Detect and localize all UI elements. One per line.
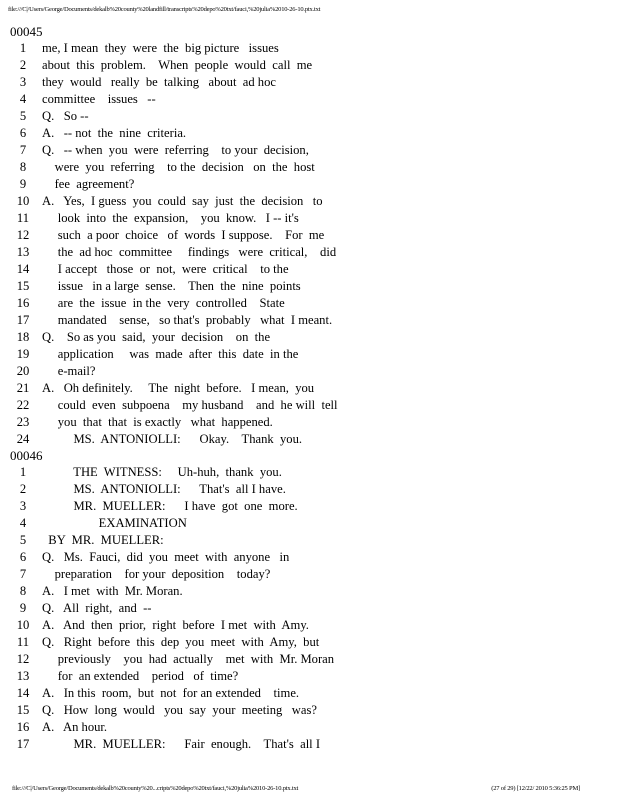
line-text: A. And then prior, right before I met with Amy. [42, 618, 309, 632]
file-path-header: file:///C|/Users/George/Documents/dekalb%20county%20landfill/transcripts%20depo%20txt/fauci,%20julia%2010-26-10.ptx.txt [8, 6, 321, 13]
transcript-line [10, 600, 610, 617]
line-text: application was made after this date in the [42, 347, 299, 361]
transcript-line [10, 668, 610, 685]
line-number: 4 [19, 516, 27, 530]
footer-page-info: (27 of 29) [12/22/ 2010 5:36:25 PM] [491, 785, 580, 792]
line-text: Q. Right before this dep you meet with Amy, but [42, 635, 320, 649]
line-text: mandated sense, so that's probably what I meant. [42, 313, 333, 327]
line-text: for an extended period of time? [42, 669, 239, 683]
line-number: 12 [16, 652, 30, 666]
line-number: 11 [16, 211, 30, 225]
line-text: A. Yes, I guess you could say just the decision to [42, 194, 323, 208]
line-text: Q. All right, and -- [42, 601, 152, 615]
transcript-line [10, 40, 610, 57]
line-number: 13 [16, 245, 30, 259]
line-text: they would really be talking about ad hoc [42, 75, 276, 89]
line-text: BY MR. MUELLER: [42, 533, 164, 547]
line-text: THE WITNESS: Uh-huh, thank you. [42, 465, 282, 479]
line-number: 2 [19, 58, 27, 72]
transcript-line [10, 414, 610, 431]
line-number: 16 [16, 296, 30, 310]
line-text: Q. -- when you were referring to your decision, [42, 143, 309, 157]
line-text: A. -- not the nine criteria. [42, 126, 187, 140]
line-text: A. I met with Mr. Moran. [42, 584, 183, 598]
line-text: previously you had actually met with Mr. Moran [42, 652, 335, 666]
line-number: 15 [16, 279, 30, 293]
transcript-line [10, 702, 610, 719]
line-text: A. Oh definitely. The night before. I mean, you [42, 381, 315, 395]
line-number: 7 [19, 567, 27, 581]
transcript-line [10, 481, 610, 498]
transcript-line [10, 515, 610, 532]
transcript-line [10, 380, 610, 397]
line-number: 17 [16, 737, 30, 751]
line-number: 6 [19, 126, 27, 140]
transcript-line [10, 278, 610, 295]
line-number: 14 [16, 262, 30, 276]
transcript-line [10, 566, 610, 583]
line-text: Q. So -- [42, 109, 89, 123]
transcript-line [10, 736, 610, 753]
line-number: 5 [19, 533, 27, 547]
transcript-line [10, 227, 610, 244]
line-text: MS. ANTONIOLLI: Okay. Thank you. [42, 432, 303, 446]
line-number: 12 [16, 228, 30, 242]
line-number: 6 [19, 550, 27, 564]
line-number: 20 [16, 364, 30, 378]
line-number: 1 [19, 465, 27, 479]
page-number: 00045 [10, 24, 43, 39]
line-number: 5 [19, 109, 27, 123]
transcript-line [10, 210, 610, 227]
line-number: 22 [16, 398, 30, 412]
line-text: Q. So as you said, your decision on the [42, 330, 271, 344]
line-number: 13 [16, 669, 30, 683]
line-number: 10 [16, 194, 30, 208]
transcript-line [10, 261, 610, 278]
transcript-line [10, 91, 610, 108]
transcript-line [10, 583, 610, 600]
page-footer [12, 785, 608, 795]
transcript-line [10, 346, 610, 363]
transcript-line [10, 498, 610, 515]
line-text: MS. ANTONIOLLI: That's all I have. [42, 482, 286, 496]
transcript-line [10, 634, 610, 651]
line-number: 11 [16, 635, 30, 649]
transcript-line [10, 549, 610, 566]
transcript-line [10, 295, 610, 312]
line-number: 19 [16, 347, 30, 361]
line-number: 16 [16, 720, 30, 734]
transcript-line [10, 108, 610, 125]
transcript-line [10, 193, 610, 210]
line-text: could even subpoena my husband and he will tell [42, 398, 338, 412]
transcript-line [10, 397, 610, 414]
line-number: 8 [19, 584, 27, 598]
transcript-line [10, 142, 610, 159]
transcript-line [10, 363, 610, 380]
line-text: Q. Ms. Fauci, did you meet with anyone in [42, 550, 290, 564]
line-number: 14 [16, 686, 30, 700]
transcript-line [10, 159, 610, 176]
line-text: the ad hoc committee findings were critical, did [42, 245, 337, 259]
line-number: 9 [19, 177, 27, 191]
line-text: preparation for your deposition today? [42, 567, 271, 581]
line-number: 1 [19, 41, 27, 55]
line-number: 3 [19, 75, 27, 89]
transcript-line [10, 312, 610, 329]
transcript-line [10, 244, 610, 261]
transcript-line [10, 617, 610, 634]
line-text: fee agreement? [42, 177, 135, 191]
line-text: A. An hour. [42, 720, 108, 734]
line-number: 21 [16, 381, 30, 395]
line-text: you that that is exactly what happened. [42, 415, 273, 429]
line-text: about this problem. When people would call me [42, 58, 313, 72]
line-text: I accept those or not, were critical to the [42, 262, 289, 276]
transcript-line [10, 532, 610, 549]
line-number: 10 [16, 618, 30, 632]
line-number: 4 [19, 92, 27, 106]
line-number: 23 [16, 415, 30, 429]
page-number: 00046 [10, 448, 43, 463]
line-text: me, I mean they were the big picture issues [42, 41, 279, 55]
line-text: MR. MUELLER: I have got one more. [42, 499, 298, 513]
line-text: committee issues -- [42, 92, 156, 106]
transcript-line [10, 329, 610, 346]
line-text: EXAMINATION [42, 516, 187, 530]
line-text: issue in a large sense. Then the nine points [42, 279, 301, 293]
transcript-line [10, 651, 610, 668]
transcript-line [10, 464, 610, 481]
line-text: MR. MUELLER: Fair enough. That's all I [42, 737, 321, 751]
transcript-line [10, 719, 610, 736]
line-number: 2 [19, 482, 27, 496]
footer-file-path: file:///C|/Users/George/Documents/dekalb%20county%20...cripts%20depo%20txt/fauci,%20julia%2010-26-10.ptx.txt [12, 785, 299, 792]
line-number: 9 [19, 601, 27, 615]
line-number: 18 [16, 330, 30, 344]
transcript-line [10, 685, 610, 702]
line-text: Q. How long would you say your meeting was? [42, 703, 317, 717]
line-text: A. In this room, but not for an extended time. [42, 686, 300, 700]
transcript-line [10, 74, 610, 91]
transcript-line [10, 125, 610, 142]
line-number: 8 [19, 160, 27, 174]
transcript-line [10, 57, 610, 74]
transcript-body [10, 24, 610, 753]
line-number: 7 [19, 143, 27, 157]
transcript-line [10, 176, 610, 193]
line-number: 17 [16, 313, 30, 327]
line-text: look into the expansion, you know. I -- it's [42, 211, 299, 225]
line-text: such a poor choice of words I suppose. For me [42, 228, 325, 242]
transcript-line [10, 431, 610, 448]
line-number: 15 [16, 703, 30, 717]
line-text: are the issue in the very controlled State [42, 296, 285, 310]
line-text: were you referring to the decision on the host [42, 160, 315, 174]
line-text: e-mail? [42, 364, 96, 378]
line-number: 3 [19, 499, 27, 513]
line-number: 24 [16, 432, 30, 446]
